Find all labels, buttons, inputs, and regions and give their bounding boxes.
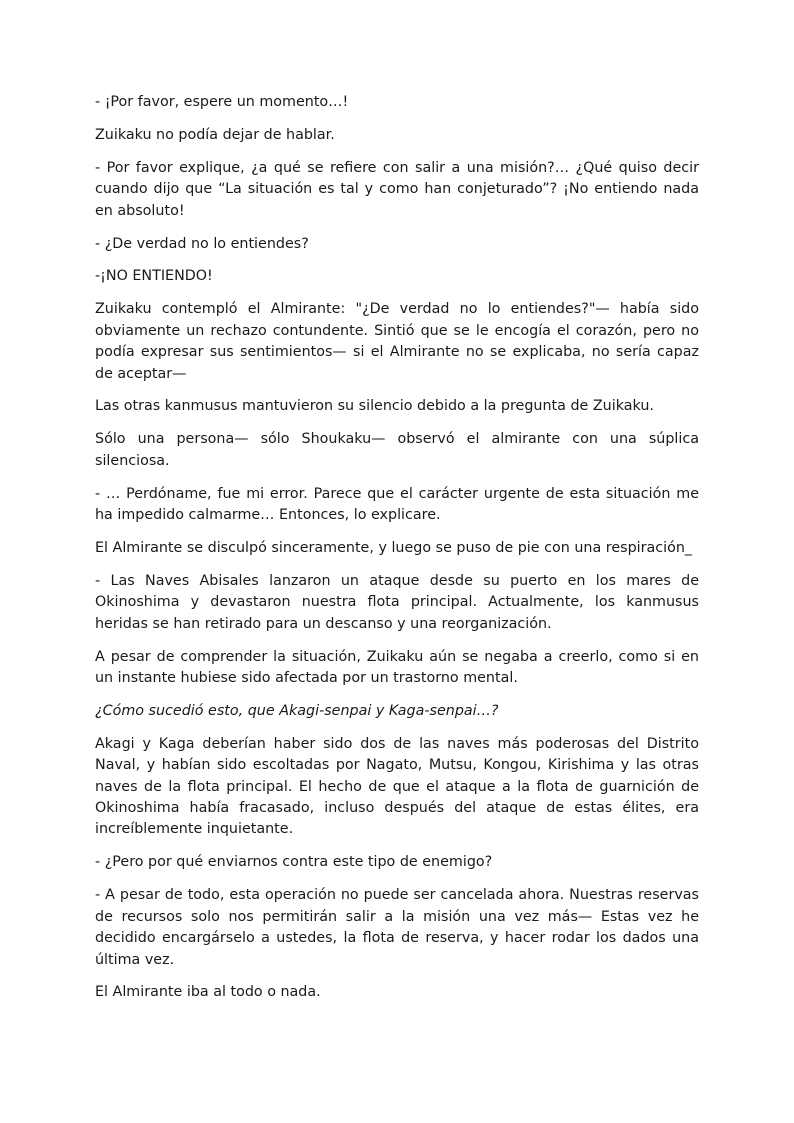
paragraph: A pesar de comprender la situación, Zuikaku aún se negaba a creerlo, como si en un instante hubiese sido afectada por un trastorno mental.	[95, 648, 699, 687]
paragraph: Sólo una persona— sólo Shoukaku— observó el almirante con una súplica silenciosa.	[95, 431, 699, 469]
paragraph: - Las Naves Abisales lanzaron un ataque desde su puerto en los mares de Okinoshima y devastaron nuestra flota principal. Actualmente, los kanmusus heridas se han retirado para un descanso y una reorganización.	[95, 572, 699, 632]
paragraph: Zuikaku contempló el Almirante: "¿De verdad no lo entiendes?"— había sido obviamente un rechazo contundente. Sintió que se le encogía el corazón, pero no podía expresar sus sentimientos— si el Almirante no se explicaba, no sería capaz de aceptar—	[95, 301, 699, 382]
paragraph: - … Perdóname, fue mi error. Parece que el carácter urgente de esta situación me ha impedido calmarme… Entonces, lo explicare.	[95, 485, 699, 524]
paragraph: Akagi y Kaga deberían haber sido dos de las naves más poderosas del Distrito Naval, y habían sido escoltadas por Nagato, Mutsu, Kongou, Kirishima y las otras naves de la flota principal. El hecho de que el ataque a la flota de guarnición de Okinoshima había fracasado, incluso después del ataque de estas élites, era increíblemente inquietante.	[95, 735, 699, 838]
paragraph: Las otras kanmusus mantuvieron su silencio debido a la pregunta de Zuikaku.	[95, 398, 654, 415]
paragraph: Zuikaku no podía dejar de hablar.	[95, 126, 335, 143]
paragraph: El Almirante se disculpó sinceramente, y luego se puso de pie con una respiración_	[95, 540, 693, 556]
paragraph: -¡NO ENTIENDO!	[95, 268, 213, 285]
paragraph: - Por favor explique, ¿a qué se refiere con salir a una misión?… ¿Qué quiso decir cuando dijo que “La situación es tal y como han conjeturado”? ¡No entiendo nada en absoluto!	[95, 159, 699, 219]
italic-thought-paragraph: ¿Cómo sucedió esto, que Akagi-senpai y Kaga-senpai…?	[95, 702, 499, 719]
paragraph: El Almirante iba al todo o nada.	[95, 984, 321, 1001]
paragraph: - ¿De verdad no lo entiendes?	[95, 235, 309, 252]
document-page	[95, 92, 699, 1015]
paragraph: - ¡Por favor, espere un momento…!	[95, 94, 349, 110]
paragraph: - ¿Pero por qué enviarnos contra este tipo de enemigo?	[95, 854, 493, 871]
paragraph: - A pesar de todo, esta operación no puede ser cancelada ahora. Nuestras reservas de recursos solo nos permitirán salir a la misión una vez más— Estas vez he decidido encargárselo a ustedes, la flota de reserva, y hacer rodar los dados una última vez.	[95, 887, 699, 968]
